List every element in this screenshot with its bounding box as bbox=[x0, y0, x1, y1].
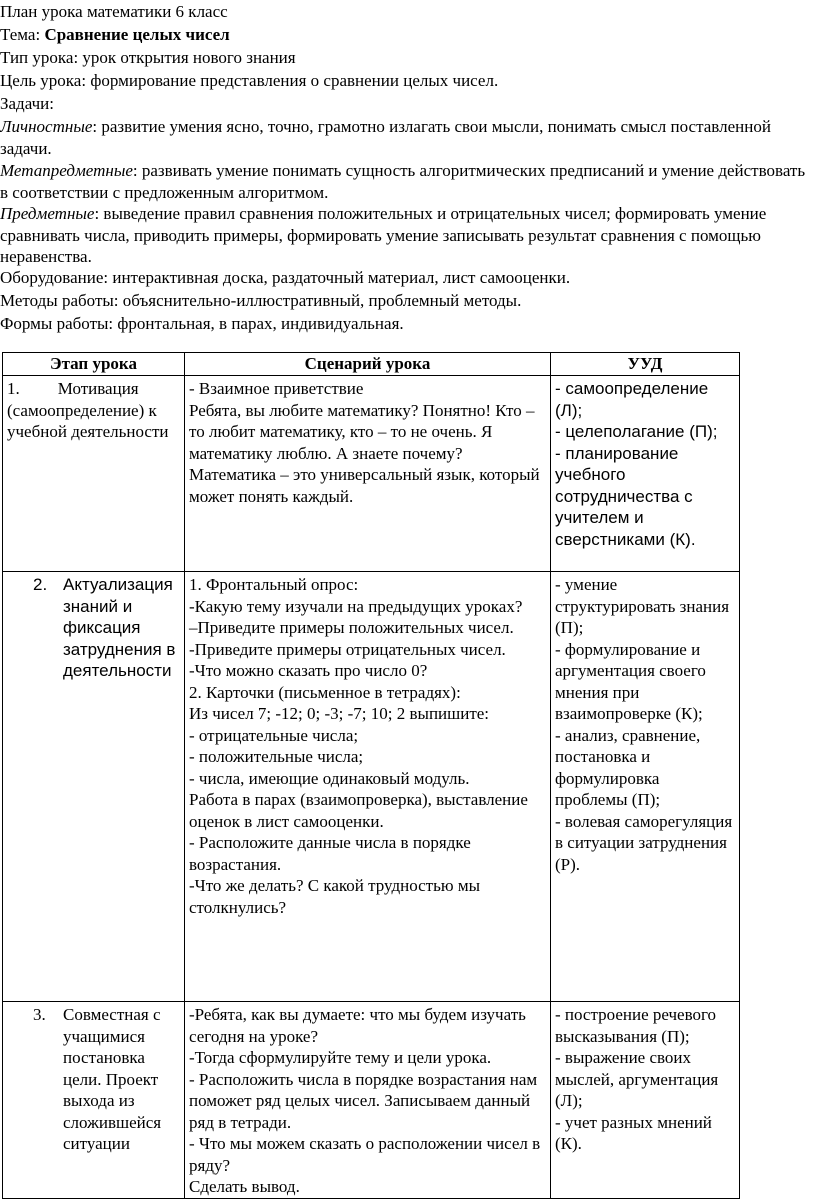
task-personal bbox=[0, 116, 812, 159]
methods: Методы работы: объяснительно-иллюстративный, проблемный методы. bbox=[0, 291, 522, 310]
scenario-line: - Расположите данные числа в порядке возрастания. bbox=[189, 833, 471, 874]
stage-num: 1. bbox=[7, 379, 20, 398]
stage-cell bbox=[3, 376, 185, 572]
uud-cell bbox=[551, 1002, 740, 1199]
col-uud: УУД bbox=[551, 353, 740, 376]
personal-label: Личностные bbox=[0, 117, 93, 136]
uud-item: - анализ, сравнение, постановка и формулировка проблемы (П); bbox=[555, 725, 701, 809]
stage-text: 3. Совместная с учащимися постановка цели. Проект выхода из сложившейся ситуации bbox=[33, 1005, 162, 1153]
scenario-line: - Что мы можем сказать о расположении чисел в ряду? bbox=[189, 1134, 541, 1175]
uud-item: - умение структурировать знания (П); bbox=[555, 575, 730, 637]
uud-item: - планирование учебного сотрудничества с учителем и сверстниками (К). bbox=[555, 443, 696, 549]
topic-value: Сравнение целых чисел bbox=[44, 25, 230, 44]
scenario-line: -Что можно сказать про число 0? bbox=[189, 661, 428, 680]
scenario-line: -Какую тему изучали на предыдущих уроках? bbox=[189, 596, 523, 616]
scenario-line: - числа, имеющие одинаковый модуль. bbox=[189, 768, 470, 788]
scenario-line: Сделать вывод. bbox=[189, 1177, 300, 1196]
scenario-line: - Взаимное приветствие bbox=[189, 379, 364, 398]
stage-text: 1. Мотивация (самоопределение) к учебной деятельности bbox=[7, 379, 169, 441]
uud-item: - учет разных мнений (К). bbox=[555, 1112, 712, 1153]
subject-label: Предметные bbox=[0, 204, 95, 223]
stage-text: 2. Актуализация знаний и фиксация затруднения в деятельности bbox=[33, 575, 176, 680]
scenario-cell bbox=[185, 1002, 551, 1199]
table-header-row bbox=[3, 353, 740, 376]
uud-item: - построение речевого высказывания (П); bbox=[555, 1005, 717, 1046]
personal-text: : развитие умения ясно, точно, грамотно излагать свои мысли, понимать смысл поставленной задачи. bbox=[0, 117, 771, 158]
uud-item: - формулирование и аргументация своего мнения при взаимопроверке (К); bbox=[555, 639, 706, 723]
scenario-line: 2. Карточки (письменное в тетрадях): bbox=[189, 682, 461, 702]
table-row bbox=[3, 1002, 740, 1199]
scenario-line: Ребята, вы любите математику? Понятно! Кто – то любит математику, кто – то не очень. Я математику люблю. А знаете почему? Математика – это универсальный язык, который может понять каждый. bbox=[189, 400, 540, 506]
scenario-line: -Тогда сформулируйте тему и цели урока. bbox=[189, 1048, 492, 1067]
forms: Формы работы: фронтальная, в парах, индивидуальная. bbox=[0, 314, 404, 333]
topic-label: Тема: bbox=[0, 25, 45, 44]
scenario-line: -Приведите примеры отрицательных чисел. bbox=[189, 639, 506, 659]
table-row bbox=[3, 572, 740, 1002]
uud-item: - целеполагание (П); bbox=[555, 422, 718, 441]
scenario-line: –Приведите примеры положительных чисел. bbox=[189, 618, 514, 637]
stage-num: 2. bbox=[33, 575, 48, 594]
lesson-type: Тип урока: урок открытия нового знания bbox=[0, 48, 296, 67]
stage-num: 3. bbox=[33, 1005, 46, 1024]
scenario-cell bbox=[185, 376, 551, 572]
uud-item: - самоопределение (Л); bbox=[555, 379, 709, 420]
scenario-cell bbox=[185, 572, 551, 1002]
meta-text: : развивать умение понимать сущность алгоритмических предписаний и умение действовать в соответствии с предложенным алгоритмом. bbox=[0, 161, 806, 202]
equipment: Оборудование: интерактивная доска, раздаточный материал, лист самооценки. bbox=[0, 268, 571, 287]
uud-cell bbox=[551, 376, 740, 572]
uud-item: - волевая саморегуляция в ситуации затруднения (Р). bbox=[555, 811, 733, 874]
stage-cell bbox=[3, 1002, 185, 1199]
scenario-line: 1. Фронтальный опрос: bbox=[189, 575, 359, 594]
col-stage: Этап урока bbox=[3, 353, 185, 376]
stage-cell bbox=[3, 572, 185, 1002]
scenario-line: Работа в парах (взаимопроверка), выставление оценок в лист самооценки. bbox=[189, 790, 528, 831]
task-meta bbox=[0, 160, 812, 203]
scenario-line: - отрицательные числа; bbox=[189, 725, 359, 745]
table-row bbox=[3, 376, 740, 572]
lesson-plan-table bbox=[2, 352, 740, 1199]
tasks-label: Задачи: bbox=[0, 94, 54, 113]
meta-label: Метапредметные bbox=[0, 161, 133, 180]
scenario-line: - положительные числа; bbox=[189, 747, 364, 766]
lesson-topic bbox=[0, 25, 230, 45]
scenario-line: -Что же делать? С какой трудностью мы столкнулись? bbox=[189, 876, 480, 917]
subject-text: : выведение правил сравнения положительных и отрицательных чисел; формировать умение сравнивать числа, приводить примеры, формировать умение записывать результат сравнения с помощью неравенства. bbox=[0, 204, 767, 266]
task-subject bbox=[0, 203, 812, 268]
lesson-title: План урока математики 6 класс bbox=[0, 2, 228, 21]
scenario-line: - Расположить числа в порядке возрастания нам поможет ряд целых чисел. Записываем данный ряд в тетради. bbox=[189, 1069, 538, 1132]
col-scenario: Сценарий урока bbox=[185, 353, 551, 376]
scenario-line: -Ребята, как вы думаете: что мы будем изучать сегодня на уроке? bbox=[189, 1005, 526, 1046]
lesson-goal: Цель урока: формирование представления о сравнении целых чисел. bbox=[0, 71, 499, 90]
scenario-line: Из чисел 7; -12; 0; -3; -7; 10; 2 выпишите: bbox=[189, 704, 490, 723]
uud-item: - выражение своих мыслей, аргументация (Л); bbox=[555, 1048, 719, 1110]
uud-cell bbox=[551, 572, 740, 1002]
